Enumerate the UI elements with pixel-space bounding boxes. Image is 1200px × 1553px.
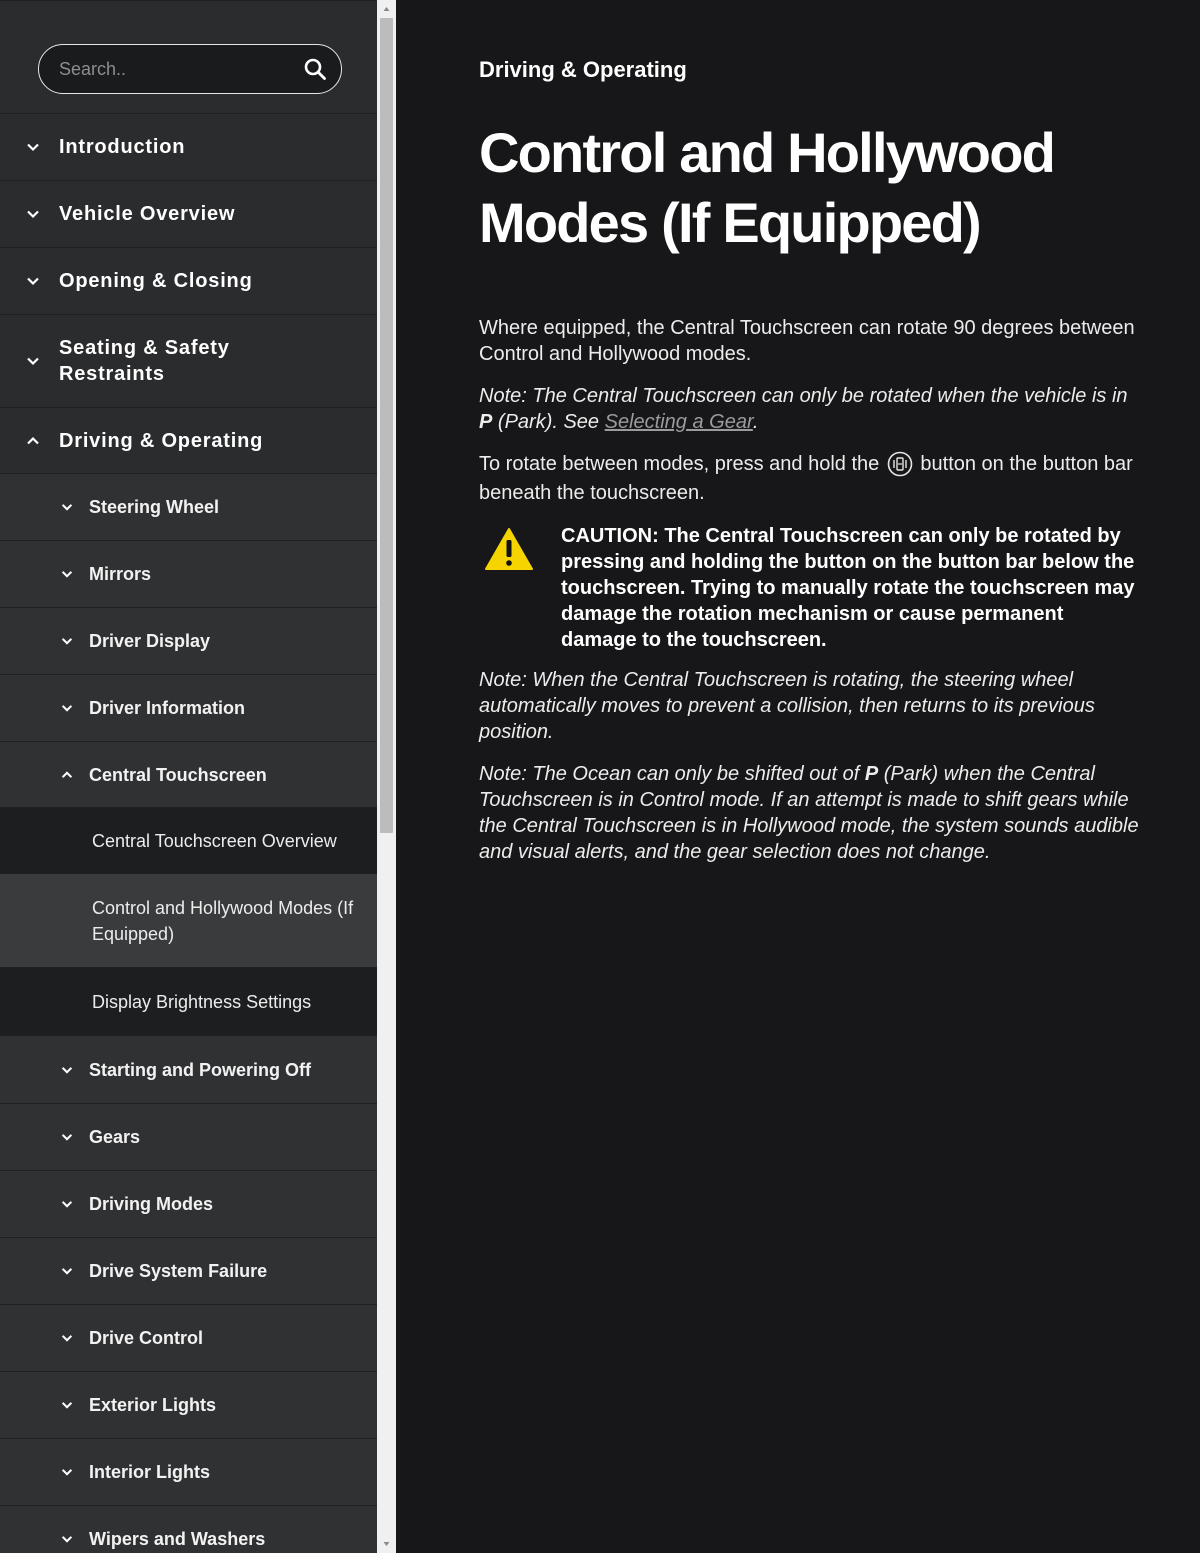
sidebar-item-label: Driving Modes bbox=[89, 1194, 214, 1214]
sidebar-item-drive-control[interactable] bbox=[0, 1305, 377, 1372]
sidebar-item-vehicle-overview[interactable] bbox=[0, 181, 377, 248]
chevron-up-icon bbox=[25, 433, 41, 449]
sidebar-item-mirrors[interactable] bbox=[0, 541, 377, 608]
sidebar-item-label: Drive System Failure bbox=[89, 1261, 268, 1281]
sidebar-item-gears[interactable] bbox=[0, 1104, 377, 1171]
chevron-down-icon bbox=[25, 206, 41, 222]
sidebar-nav bbox=[0, 0, 377, 1553]
scroll-down-arrow-icon[interactable] bbox=[377, 1535, 396, 1553]
search-area bbox=[0, 0, 377, 114]
caution-text: CAUTION: The Central Touchscreen can only be rotated by pressing and holding the button on the button bar below the touchscreen. Trying to manually rotate the touchscreen may damage the rotation mechanism or cause permanent damage to the touchscreen. bbox=[561, 525, 1135, 651]
sidebar-item-label: Drive Control bbox=[89, 1328, 204, 1348]
sidebar-item-label: Interior Lights bbox=[89, 1462, 210, 1482]
note-label: Note: bbox=[479, 669, 527, 691]
intro-paragraph: Where equipped, the Central Touchscreen can rotate 90 degrees between Control and Hollywood modes. bbox=[479, 317, 1135, 365]
sidebar-page-control-hollywood-modes[interactable] bbox=[0, 874, 377, 968]
sidebar-page-central-touchscreen-overview[interactable] bbox=[0, 808, 377, 874]
note-text: (Park) when the Central Touchscreen is in Control mode. If an attempt is made to shift gears while the Central Touchscreen is in Hollywood mode, the system sounds audible and visual alerts, and the gear selection does not change. bbox=[479, 763, 1139, 863]
gear-letter: P bbox=[479, 411, 493, 433]
sidebar-item-label: Central Touchscreen bbox=[89, 764, 267, 785]
sidebar-item-label: Central Touchscreen Overview bbox=[92, 830, 337, 851]
chevron-down-icon bbox=[60, 500, 74, 514]
search-input[interactable] bbox=[57, 45, 301, 94]
note-park bbox=[479, 383, 1139, 435]
rotate-screen-button-icon bbox=[887, 451, 913, 477]
chevron-down-icon bbox=[60, 1197, 74, 1211]
sidebar-item-label: Driver Information bbox=[89, 698, 246, 718]
note-text: (Park). See bbox=[497, 411, 600, 433]
sidebar-item-opening-closing[interactable] bbox=[0, 248, 377, 315]
sidebar-item-label: Display Brightness Settings bbox=[92, 991, 312, 1012]
note-text: When the Central Touchscreen is rotating, the steering wheel automatically moves to prevent a collision, then returns to its previous position. bbox=[479, 669, 1095, 743]
rotate-paragraph bbox=[479, 450, 1139, 508]
chevron-down-icon bbox=[60, 1130, 74, 1144]
sidebar-item-driver-information[interactable] bbox=[0, 675, 377, 742]
sidebar-scrollbar[interactable] bbox=[377, 0, 396, 1553]
sidebar-item-label: Introduction bbox=[59, 136, 186, 158]
sidebar-item-label: Control and Hollywood Modes (If Equipped) bbox=[92, 897, 354, 944]
chevron-down-icon bbox=[60, 567, 74, 581]
sidebar-item-label: Driver Display bbox=[89, 631, 211, 651]
scroll-up-arrow-icon[interactable] bbox=[377, 0, 396, 18]
scroll-thumb[interactable] bbox=[380, 18, 393, 833]
note-text: The Ocean can only be shifted out of bbox=[532, 763, 860, 785]
chevron-up-icon bbox=[60, 768, 74, 782]
sidebar-page-display-brightness[interactable] bbox=[0, 968, 377, 1036]
chevron-down-icon bbox=[60, 1331, 74, 1345]
chevron-down-icon bbox=[60, 634, 74, 648]
search-icon[interactable] bbox=[303, 57, 327, 81]
selecting-a-gear-link[interactable]: Selecting a Gear bbox=[604, 411, 753, 433]
sidebar-item-label: Mirrors bbox=[89, 564, 152, 584]
note-steering-wheel bbox=[479, 667, 1139, 745]
sidebar-item-exterior-lights[interactable] bbox=[0, 1372, 377, 1439]
sidebar-item-label: Wipers and Washers bbox=[89, 1529, 266, 1549]
sidebar-item-label: Exterior Lights bbox=[89, 1395, 217, 1415]
warning-triangle-icon bbox=[484, 527, 534, 571]
rotate-text-after: button on the button bar beneath the touchscreen. bbox=[479, 453, 1133, 504]
chevron-down-icon bbox=[25, 273, 41, 289]
sidebar-item-label: Starting and Powering Off bbox=[89, 1059, 312, 1080]
chevron-down-icon bbox=[60, 1532, 74, 1546]
sidebar-item-label: Driving & Operating bbox=[59, 429, 264, 452]
note-shift-out-of-park bbox=[479, 761, 1139, 865]
sidebar-item-label: Vehicle Overview bbox=[59, 203, 236, 225]
chevron-down-icon bbox=[60, 701, 74, 715]
note-end: . bbox=[752, 411, 759, 433]
sidebar-item-interior-lights[interactable] bbox=[0, 1439, 377, 1506]
rotate-text-before: To rotate between modes, press and hold the bbox=[479, 453, 880, 475]
sidebar-item-driver-display[interactable] bbox=[0, 608, 377, 675]
note-label: Note: bbox=[479, 763, 527, 785]
sidebar-item-label: Gears bbox=[89, 1127, 141, 1147]
note-label: Note: bbox=[479, 385, 527, 407]
sidebar-item-label: Opening & Closing bbox=[59, 270, 253, 292]
chevron-down-icon bbox=[60, 1264, 74, 1278]
sidebar-item-label: Steering Wheel bbox=[89, 497, 220, 517]
note-text: The Central Touchscreen can only be rotated when the vehicle is in bbox=[532, 385, 1128, 407]
gear-letter: P bbox=[864, 763, 879, 785]
sidebar-item-steering-wheel[interactable] bbox=[0, 474, 377, 541]
sidebar-item-introduction[interactable] bbox=[0, 114, 377, 181]
search-box[interactable] bbox=[38, 44, 342, 94]
chevron-down-icon bbox=[25, 139, 41, 155]
sidebar-item-driving-operating[interactable] bbox=[0, 408, 377, 474]
chevron-down-icon bbox=[60, 1398, 74, 1412]
sidebar-item-starting-powering-off[interactable] bbox=[0, 1036, 377, 1104]
chevron-down-icon bbox=[60, 1063, 74, 1077]
sidebar-item-label: Seating & Safety Restraints bbox=[59, 337, 230, 385]
sidebar-item-seating-safety[interactable] bbox=[0, 315, 377, 408]
chevron-down-icon bbox=[60, 1465, 74, 1479]
sidebar-item-driving-modes[interactable] bbox=[0, 1171, 377, 1238]
sidebar-item-drive-system-failure[interactable] bbox=[0, 1238, 377, 1305]
chevron-down-icon bbox=[25, 353, 41, 369]
section-label: Driving & Operating bbox=[479, 57, 687, 82]
page-title: Control and Hollywood Modes (If Equipped) bbox=[479, 121, 1055, 254]
sidebar-item-wipers-washers[interactable] bbox=[0, 1506, 377, 1553]
sidebar-item-central-touchscreen[interactable] bbox=[0, 742, 377, 808]
